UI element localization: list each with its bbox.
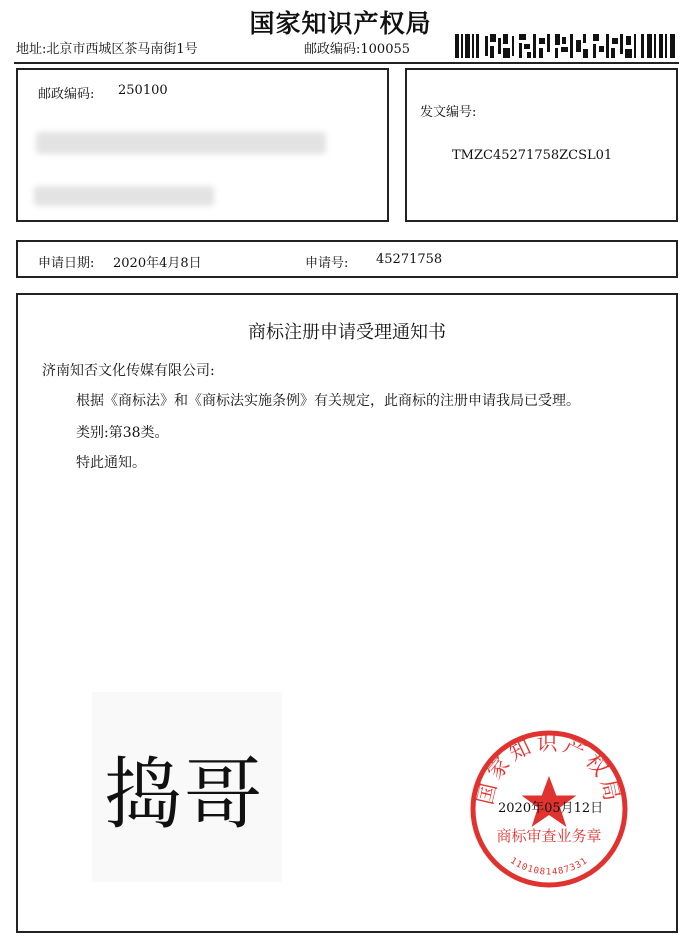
recipient-address-redacted xyxy=(36,132,326,154)
notice-date: 2020年05月12日 xyxy=(498,801,604,816)
doc-number-label: 发文编号: xyxy=(420,105,477,120)
svg-text:1101081487331 xyxy=(508,856,590,878)
office-postcode: 邮政编码:100055 xyxy=(304,42,411,57)
header-divider xyxy=(14,62,679,64)
application-date-label: 申请日期: xyxy=(38,256,95,271)
doc-number-box xyxy=(405,68,678,222)
notice-category: 类别:第38类。 xyxy=(76,425,169,441)
application-number-label: 申请号: xyxy=(305,256,349,271)
recipient-postcode-label: 邮政编码: xyxy=(38,87,95,102)
notice-addressee: 济南知否文化传媒有限公司: xyxy=(42,363,215,379)
application-date-value: 2020年4月8日 xyxy=(113,256,202,271)
application-number-value: 45271758 xyxy=(376,252,443,267)
notice-closing: 特此通知。 xyxy=(76,455,146,471)
office-address: 地址:北京市西城区茶马南街1号 xyxy=(16,42,198,57)
notice-body: 根据《商标法》和《商标法实施条例》有关规定，此商标的注册申请我局已受理。 xyxy=(76,393,580,409)
seal-code: 1101081487331 xyxy=(508,856,590,878)
seal-outer-text: 国家知识产权局 xyxy=(473,731,625,807)
recipient-postcode-value: 250100 xyxy=(118,83,168,98)
recipient-name-redacted xyxy=(34,186,214,206)
office-title: 国家知识产权局 xyxy=(249,9,432,38)
barcode-icon xyxy=(455,34,677,58)
notice-title: 商标注册申请受理通知书 xyxy=(248,322,446,343)
trademark-text: 捣哥 xyxy=(104,750,265,840)
seal-inner-text: 商标审查业务章 xyxy=(496,827,602,845)
doc-number-value: TMZC45271758ZCSL01 xyxy=(452,148,613,163)
